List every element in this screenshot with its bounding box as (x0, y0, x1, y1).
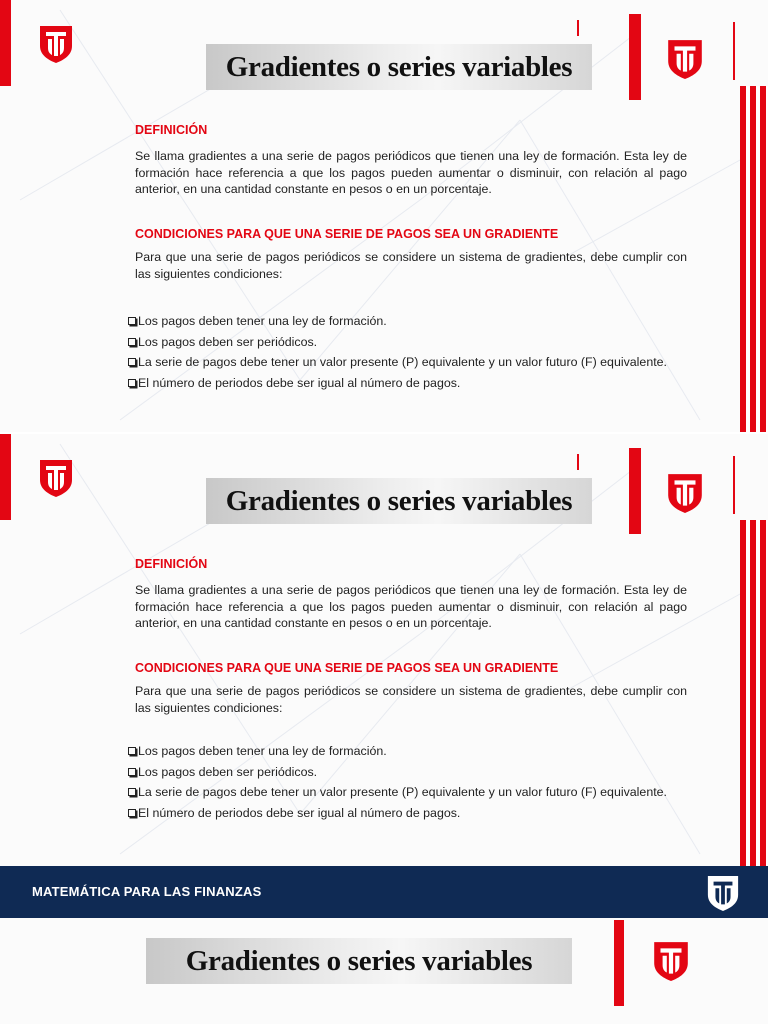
conditions-list (128, 314, 688, 396)
utp-shield-logo-icon (706, 874, 740, 912)
conditions-intro: Para que una serie de pagos periódicos se considere un sistema de gradientes, debe cumplir con las siguientes condiciones: (135, 250, 687, 281)
conditions-heading: CONDICIONES PARA QUE UNA SERIE DE PAGOS SEA UN GRADIENTE (135, 227, 559, 241)
checkbox-bullet-icon (128, 768, 136, 776)
slide-3 (0, 918, 768, 1024)
conditions-intro: Para que una serie de pagos periódicos se considere un sistema de gradientes, debe cumplir con las siguientes condiciones: (135, 684, 687, 715)
red-vertical-bar (629, 14, 641, 100)
definition-text: Se llama gradientes a una serie de pagos periódicos que tienen una ley de formación. Esta ley de formación hace referencia a que los pagos pueden aumentar o disminuir, con relación al pago anterior, en una cantidad constante en pesos o en un porcentaje. (135, 583, 687, 630)
red-accent-line (577, 454, 579, 470)
conditions-heading: CONDICIONES PARA QUE UNA SERIE DE PAGOS SEA UN GRADIENTE (135, 661, 559, 675)
checkbox-bullet-icon (128, 788, 136, 796)
utp-shield-logo-icon (38, 458, 74, 498)
list-item: Los pagos deben ser periódicos. (128, 765, 688, 781)
conditions-list (128, 744, 688, 826)
left-red-bar (0, 434, 11, 520)
list-item: El número de periodos debe ser igual al número de pagos. (128, 376, 688, 392)
red-stripes-decoration (740, 520, 768, 866)
utp-shield-logo-icon (666, 472, 704, 514)
slide-2 (0, 434, 768, 866)
slide-title-box (206, 44, 592, 90)
checkbox-bullet-icon (128, 358, 136, 366)
checkbox-bullet-icon (128, 809, 136, 817)
red-stripes-decoration (740, 86, 768, 432)
checkbox-bullet-icon (128, 379, 136, 387)
slide-title: Gradientes o series variables (225, 485, 573, 517)
red-thin-vertical-line (733, 456, 735, 514)
red-thin-vertical-line (733, 22, 735, 80)
slide-title: Gradientes o series variables (225, 51, 573, 83)
checkbox-bullet-icon (128, 317, 136, 325)
footer-bar (0, 866, 768, 918)
definition-heading: DEFINICIÓN (135, 123, 208, 137)
slide-1 (0, 0, 768, 432)
list-item: Los pagos deben tener una ley de formación. (128, 314, 688, 330)
list-item: Los pagos deben ser periódicos. (128, 335, 688, 351)
utp-shield-logo-icon (666, 38, 704, 80)
left-red-bar (0, 0, 11, 86)
course-name: MATEMÁTICA PARA LAS FINANZAS (32, 884, 262, 899)
list-item: La serie de pagos debe tener un valor presente (P) equivalente y un valor futuro (F) equivalente. (128, 785, 688, 801)
checkbox-bullet-icon (128, 338, 136, 346)
red-vertical-bar (629, 448, 641, 534)
slide-title-box (206, 478, 592, 524)
list-item: El número de periodos debe ser igual al número de pagos. (128, 806, 688, 822)
definition-text: Se llama gradientes a una serie de pagos periódicos que tienen una ley de formación. Esta ley de formación hace referencia a que los pagos pueden aumentar o disminuir, con relación al pago anterior, en una cantidad constante en pesos o en un porcentaje. (135, 149, 687, 196)
red-vertical-bar (614, 920, 624, 1006)
utp-shield-logo-icon (652, 940, 690, 982)
utp-shield-logo-icon (38, 24, 74, 64)
checkbox-bullet-icon (128, 747, 136, 755)
slide-title: Gradientes o series variables (185, 945, 533, 977)
list-item: La serie de pagos debe tener un valor presente (P) equivalente y un valor futuro (F) equivalente. (128, 355, 688, 371)
red-accent-line (577, 20, 579, 36)
list-item: Los pagos deben tener una ley de formación. (128, 744, 688, 760)
definition-heading: DEFINICIÓN (135, 557, 208, 571)
slide-title-box (146, 938, 572, 984)
